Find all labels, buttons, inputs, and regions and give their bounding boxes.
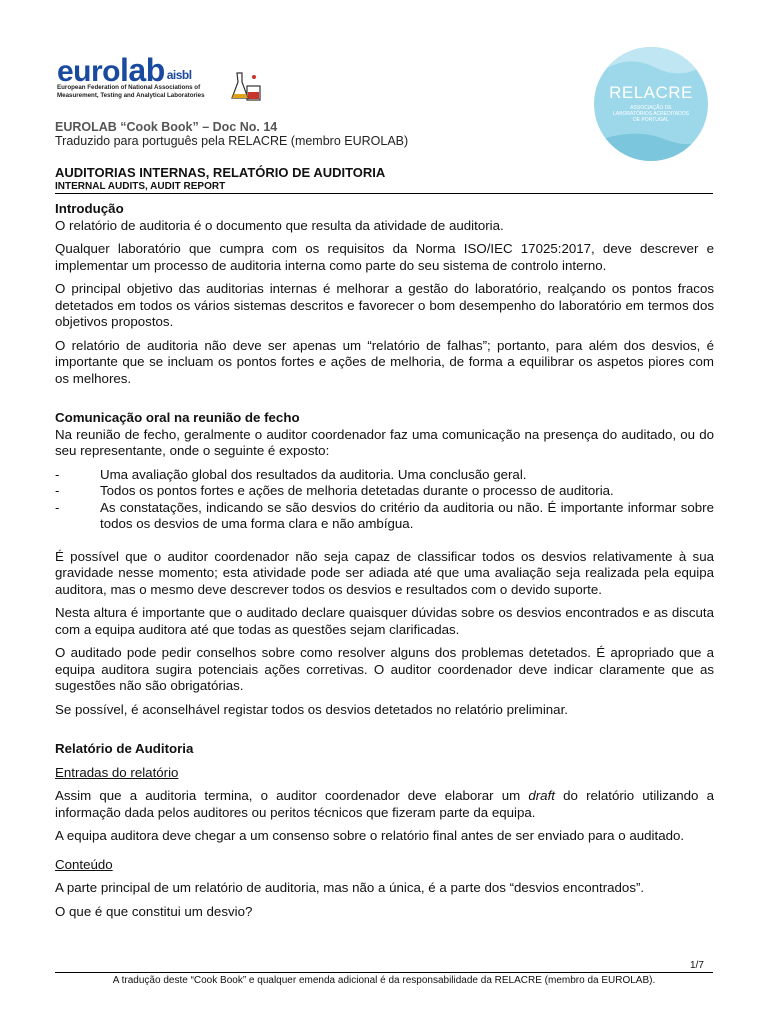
eurolab-word-euro: euro (57, 55, 121, 88)
eurolab-subtitle: European Federation of National Associations of Measurement, Testing and Analytical Laboratories (57, 84, 205, 99)
section-spacer (55, 533, 714, 549)
paragraph: O principal objetivo das auditorias internas é melhorar a gestão do laboratório, realçando os pontos fracos detetados em todos os vários sistemas descritos e favorecer o bom desempenho do laboratório em termos dos objetivos propostos. (55, 281, 714, 329)
list-item: - Uma avaliação global dos resultados da auditoria. Uma conclusão geral. (69, 467, 714, 484)
section-spacer (55, 725, 714, 741)
paragraph: Qualquer laboratório que cumpra com os requisitos da Norma ISO/IEC 17025:2017, deve descrever e implementar um processo de auditoria interna como parte do seu sistema de controlo interno. (55, 241, 714, 273)
eurolab-logo (57, 54, 257, 114)
paragraph: Na reunião de fecho, geralmente o auditor coordenador faz uma comunicação na presença do auditado, ou do seu representante, onde o seguinte é exposto: (55, 426, 714, 458)
relacre-logo (594, 47, 708, 161)
paragraph: Se possível, é aconselhável registar todos os desvios detetados no relatório preliminar. (55, 701, 568, 717)
paragraph: O relatório de auditoria não deve ser apenas um “relatório de falhas”; portanto, para além dos desvios, é importante que se incluam os pontos fortes e ações de melhoria, de forma a equilibrar os aspetos piores com os melhores. (55, 337, 714, 386)
section-spacer (55, 394, 714, 410)
bullet-list (55, 467, 714, 533)
footer-divider (55, 972, 713, 973)
text-run: do relatório utilizando a informação dada pelos auditores ou peritos técnicos que fizeram parte da equipa. (55, 788, 715, 820)
list-item: - As constatações, indicando se são desvios do critério da auditoria ou não. É importante informar sobre todos os desvios de uma forma clara e não ambígua. (69, 500, 714, 533)
subheading-conteudo: Conteúdo (55, 856, 113, 872)
translation-note: Traduzido para português pela RELACRE (membro EUROLAB) (55, 134, 409, 148)
list-item: - Todos os pontos fortes e ações de melhoria detetadas durante o processo de auditoria. (69, 483, 714, 500)
document-body (55, 201, 714, 927)
italic-term: draft (528, 788, 555, 803)
header-divider (55, 193, 713, 194)
relacre-wave-graphic (594, 47, 708, 161)
paragraph: O que é que constitui um desvio? (55, 903, 253, 919)
eurolab-suffix: aisbl (166, 68, 192, 82)
relacre-tagline: ASSOCIAÇÃO DE LABORATÓRIOS ACREDITADOS DE PORTUGAL (613, 105, 689, 123)
paragraph: A equipa auditora deve chegar a um consenso sobre o relatório final antes de ser enviado para o auditado. (55, 828, 685, 843)
document-title-en: INTERNAL AUDITS, AUDIT REPORT (55, 181, 226, 192)
subheading-entradas: Entradas do relatório (55, 764, 179, 780)
paragraph: O relatório de auditoria é o documento que resulta da atividade de auditoria. (55, 217, 504, 233)
eurolab-word-lab: lab (120, 52, 165, 88)
footer-note: A tradução deste “Cook Book” e qualquer emenda adicional é da responsabilidade da RELACRE (membro da EUROLAB). (112, 975, 656, 986)
section-heading-comunicacao: Comunicação oral na reunião de fecho (55, 410, 300, 425)
relacre-name: RELACRE (609, 83, 693, 102)
paragraph: É possível que o auditor coordenador não seja capaz de classificar todos os desvios relativamente à sua gravidade nesse momento; esta atividade pode ser adiada até que uma avaliação seja realizada pela equipa auditora, mas o mesmo deve descrever todos os desvios e resultados com o devido suporte. (55, 548, 714, 597)
page-number: 1/7 (690, 960, 704, 971)
paragraph: A parte principal de um relatório de auditoria, mas não a única, é a parte dos “desvios encontrados”. (55, 880, 645, 895)
text-run: Assim que a auditoria termina, o auditor coordenador deve elaborar um (55, 788, 529, 803)
paragraph (55, 788, 714, 821)
paragraph: Nesta altura é importante que o auditado declare quaisquer dúvidas sobre os desvios encontrados e as discuta com a equipa auditora até que todas as questões sejam clarificadas. (55, 605, 714, 637)
section-heading-introducao: Introdução (55, 201, 124, 216)
document-id: EUROLAB “Cook Book” – Doc No. 14 (55, 120, 278, 134)
flask-icon (230, 70, 264, 104)
paragraph: O auditado pode pedir conselhos sobre como resolver alguns dos problemas detetados. É apropriado que a equipa auditora sugira potenciais ações corretivas. O auditor coordenador deve indicar claramente que as sugestões não são obrigatórias. (55, 645, 714, 693)
document-title: AUDITORIAS INTERNAS, RELATÓRIO DE AUDITORIA (55, 165, 386, 180)
section-heading-relatorio: Relatório de Auditoria (55, 741, 194, 756)
